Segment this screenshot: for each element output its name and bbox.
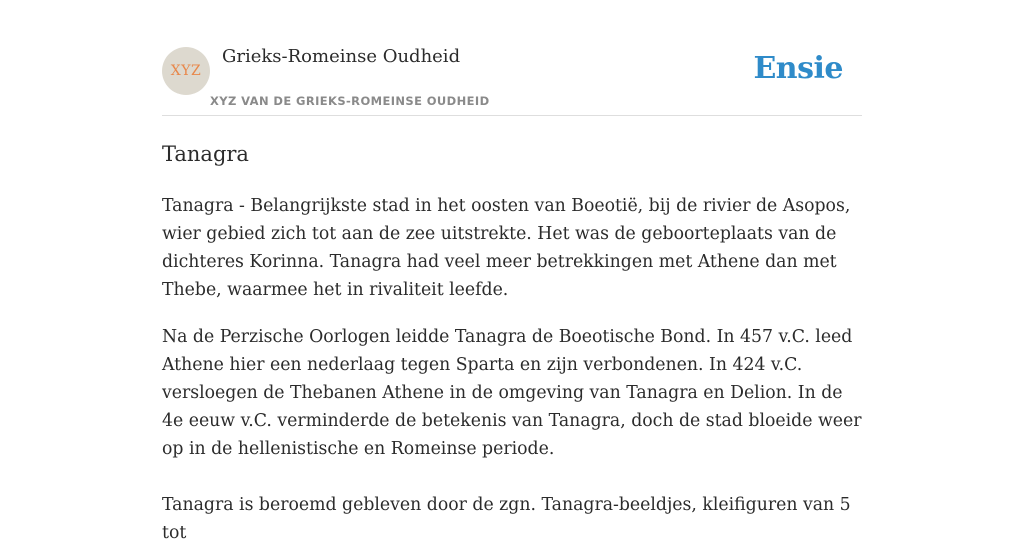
source-subtitle: XYZ VAN DE GRIEKS-ROMEINSE OUDHEID: [210, 94, 490, 108]
source-avatar[interactable]: XYZ: [162, 47, 210, 95]
source-header: [162, 0, 862, 116]
article-title: Tanagra: [162, 142, 249, 166]
article-paragraph: Tanagra is beroemd gebleven door de zgn. Tanagra-beeldjes, kleifiguren van 5 tot: [162, 495, 851, 543]
article: [162, 138, 862, 547]
article-paragraph: Tanagra - Belangrijkste stad in het oosten van Boeotië, bij de rivier de Asopos, wier gebied zich tot aan de zee uitstrekte. Het was de geboorteplaats van de dichteres Korinna. Tanagra had veel meer betrekkingen met Athene dan met Thebe, waarmee het in rivaliteit leefde.: [162, 196, 851, 300]
article-paragraph: Na de Perzische Oorlogen leidde Tanagra de Boeotische Bond. In 457 v.C. leed Athene hier een nederlaag tegen Sparta en zijn verbondenen. In 424 v.C. versloegen de Thebanen Athene in de omgeving van Tanagra en Delion. In de 4e eeuw v.C. verminderde de betekenis van Tanagra, doch de stad bloeide weer op in de hellenistische en Romeinse periode.: [162, 327, 862, 459]
source-title-link[interactable]: Grieks-Romeinse Oudheid: [222, 46, 461, 67]
ensie-logo-link[interactable]: Ensie: [753, 51, 843, 86]
page-container: [162, 0, 862, 543]
